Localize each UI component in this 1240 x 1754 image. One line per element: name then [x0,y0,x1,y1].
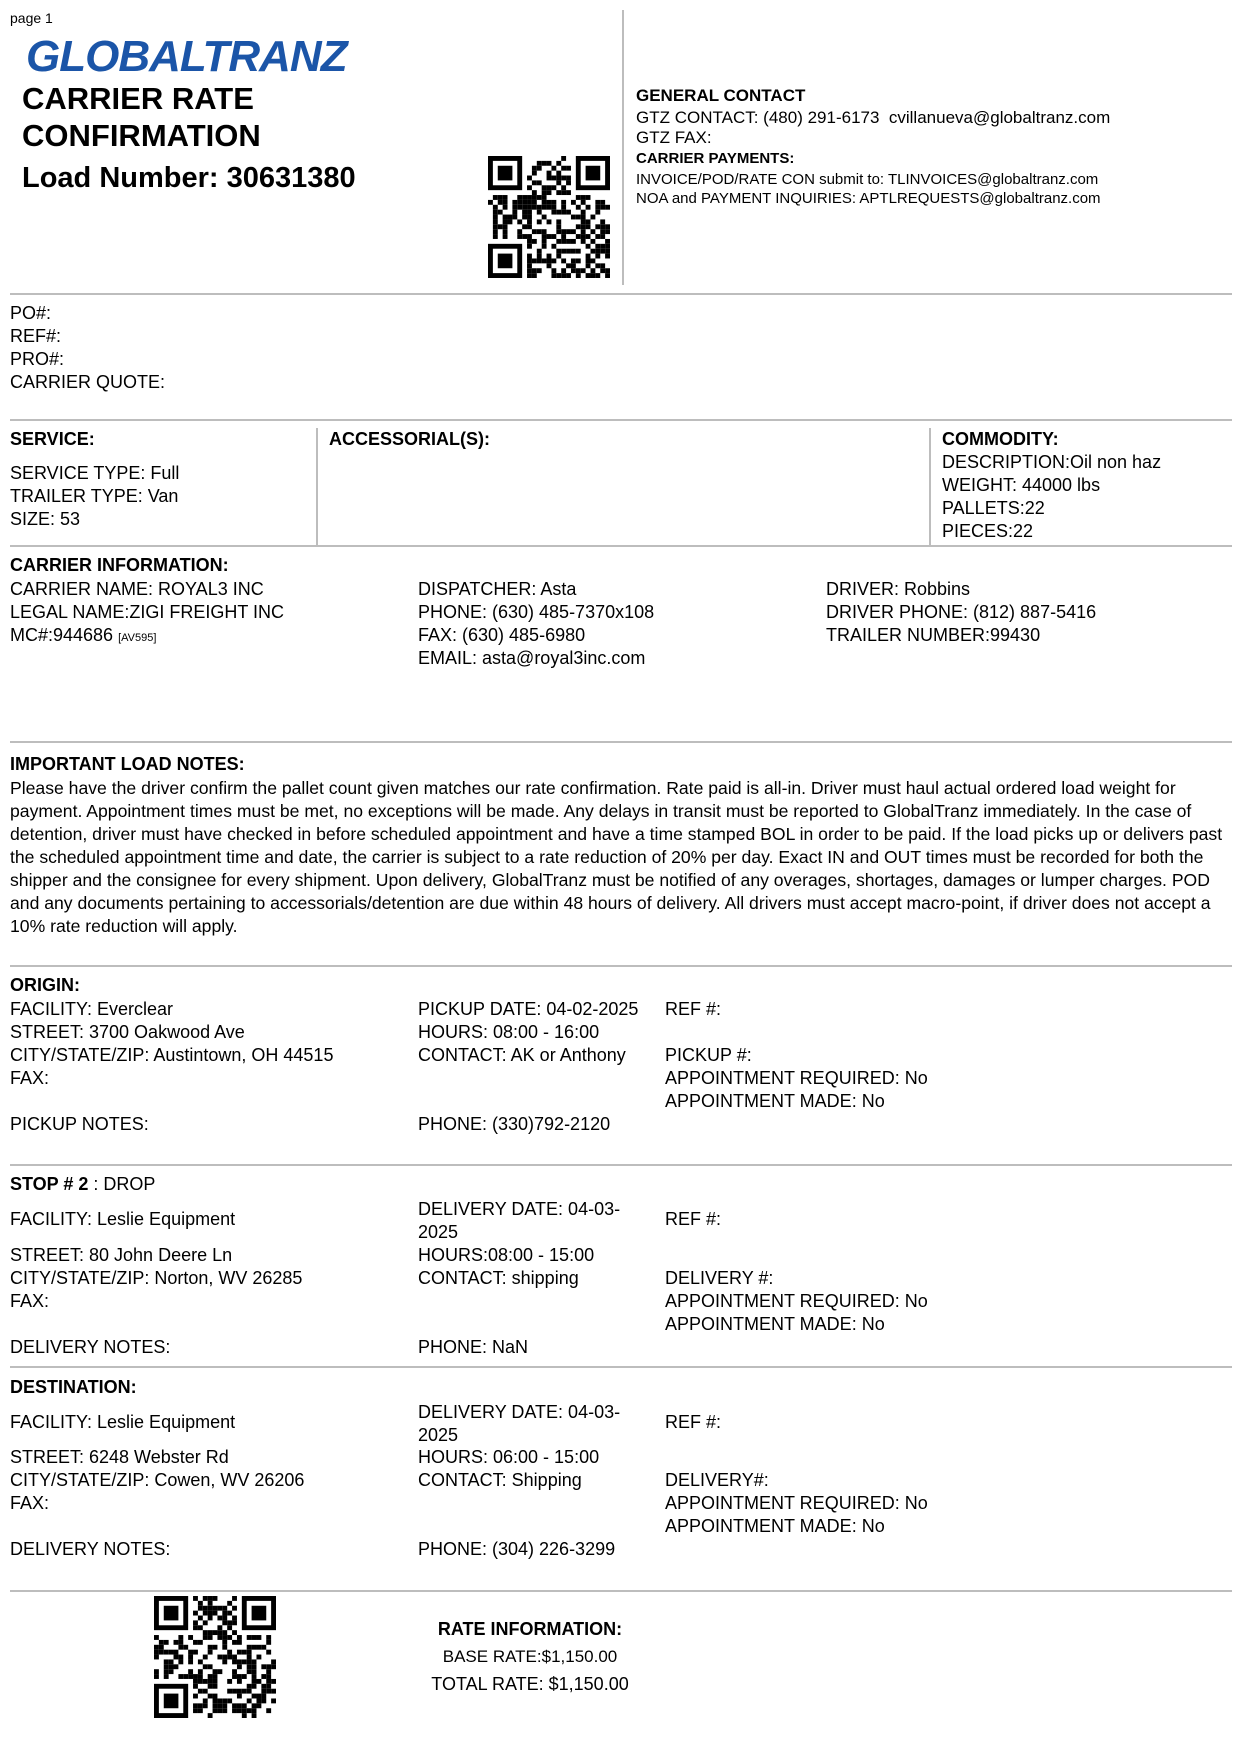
base-rate: BASE RATE:$1,150.00 [442,1647,618,1666]
destination-delivery-notes: DELIVERY NOTES: [10,1539,171,1559]
dispatcher-email: EMAIL: asta@royal3inc.com [418,648,646,668]
stop2-street: STREET: 80 John Deere Ln [10,1245,233,1265]
po-number: PO#: [10,303,52,323]
rate-info-heading: RATE INFORMATION: [437,1619,623,1639]
header-divider [622,10,624,285]
destination-delivery-date-year: 2025 [418,1425,459,1445]
driver-name: DRIVER: Robbins [826,579,971,599]
commodity-description: DESCRIPTION:Oil non haz [942,452,1162,472]
load-notes-heading: IMPORTANT LOAD NOTES: [10,754,245,774]
stop2-hours: HOURS:08:00 - 15:00 [418,1245,595,1265]
destination-delivery-date: DELIVERY DATE: 04-03- [418,1402,621,1422]
origin-street: STREET: 3700 Oakwood Ave [10,1022,245,1042]
origin-ref: REF #: [665,999,722,1019]
stop2-delivery-notes: DELIVERY NOTES: [10,1337,171,1357]
pro-number: PRO#: [10,349,65,369]
destination-facility: FACILITY: Leslie Equipment [10,1412,236,1432]
stop2-fax: FAX: [10,1291,50,1311]
general-contact-heading: GENERAL CONTACT [636,86,806,105]
stop2-appointment-made: APPOINTMENT MADE: No [665,1314,885,1334]
carrier-quote: CARRIER QUOTE: [10,372,166,392]
destination-street: STREET: 6248 Webster Rd [10,1447,229,1467]
origin-fax: FAX: [10,1068,50,1088]
service-heading: SERVICE: [10,429,95,449]
destination-city: CITY/STATE/ZIP: Cowen, WV 26206 [10,1470,305,1490]
destination-fax: FAX: [10,1493,50,1513]
doc-title-line1: CARRIER RATE [22,81,254,116]
stop2-contact: CONTACT: shipping [418,1268,579,1288]
origin-city: CITY/STATE/ZIP: Austintown, OH 44515 [10,1045,334,1065]
stop2-delivery-date: DELIVERY DATE: 04-03- [418,1199,621,1219]
origin-facility: FACILITY: Everclear [10,999,174,1019]
pickup-phone: PHONE: (330)792-2120 [418,1114,611,1134]
gtz-contact: GTZ CONTACT: (480) 291-6173 cvillanueva@globaltranz.com [636,108,1111,127]
divider [10,545,1232,547]
gtz-fax: GTZ FAX: [636,128,712,147]
carrier-name: CARRIER NAME: ROYAL3 INC [10,579,264,599]
driver-phone: DRIVER PHONE: (812) 887-5416 [826,602,1097,622]
pickup-notes: PICKUP NOTES: [10,1114,149,1134]
stop2-phone: PHONE: NaN [418,1337,529,1357]
invoice-submit-line: INVOICE/POD/RATE CON submit to: TLINVOICES@globaltranz.com [636,171,1099,188]
stop2-heading [10,1173,155,1196]
destination-delivery-number: DELIVERY#: [665,1470,769,1490]
stop2-label: STOP # 2 [10,1174,89,1194]
doc-title-line2: CONFIRMATION [22,118,261,153]
qr-code-bottom [154,1596,276,1718]
divider [10,1590,1232,1592]
pickup-number: PICKUP #: [665,1045,752,1065]
commodity-weight: WEIGHT: 44000 lbs [942,475,1101,495]
mc-number [10,624,156,650]
pickup-date: PICKUP DATE: 04-02-2025 [418,999,639,1019]
origin-heading: ORIGIN: [10,975,80,995]
load-notes-body: Please have the driver confirm the pallet count given matches our rate confirmation. Rate paid is all-in. Driver must haul actual ordered load weight for payment. Appointment times must be met, no exceptions will be made. Any delays in transit must be reported to GlobalTranz immediately. In the case of detention, driver must have checked in before scheduled appointment and have a time stamped BOL in order to be paid. If the load picks up or delivers past the scheduled appointment time and date, the carrier is subject to a rate reduction of 20% per day. Exact IN and OUT times must be recorded for both the shipper and the consignee for every shipment. Upon delivery, GlobalTranz must be notified of any overages, shortages, damages or lumper charges. POD and any documents pertaining to accessorials/detention are due within 48 hours of delivery. All drivers must accept macro-point, if driver does not accept a 10% rate reduction will apply. [10,778,1223,936]
stop2-delivery-number: DELIVERY #: [665,1268,774,1288]
globaltranz-logo: GLOBALTRANZ [26,32,347,81]
divider [10,1366,1232,1368]
stop2-ref: REF #: [665,1209,722,1229]
destination-contact: CONTACT: Shipping [418,1470,582,1490]
qr-code-top [488,156,610,278]
destination-appointment-made: APPOINTMENT MADE: No [665,1516,885,1536]
divider [10,1164,1232,1166]
dispatcher: DISPATCHER: Asta [418,579,577,599]
stop2-facility: FACILITY: Leslie Equipment [10,1209,236,1229]
origin-appointment-required: APPOINTMENT REQUIRED: No [665,1068,928,1088]
pickup-contact: CONTACT: AK or Anthony [418,1045,626,1065]
destination-ref: REF #: [665,1412,722,1432]
stop2-appointment-required: APPOINTMENT REQUIRED: No [665,1291,928,1311]
destination-phone: PHONE: (304) 226-3299 [418,1539,616,1559]
noa-inquiries-line: NOA and PAYMENT INQUIRIES: APTLREQUESTS@globaltranz.com [636,190,1101,207]
page-label: page 1 [10,10,53,26]
carrier-payments-heading: CARRIER PAYMENTS: [636,150,795,167]
ref-number: REF#: [10,326,62,346]
trailer-type: TRAILER TYPE: Van [10,486,179,506]
dispatcher-phone: PHONE: (630) 485-7370x108 [418,602,655,622]
section-divider [929,428,931,546]
mc-number-value: MC#:944686 [10,625,114,645]
pickup-hours: HOURS: 08:00 - 16:00 [418,1022,600,1042]
trailer-number: TRAILER NUMBER:99430 [826,625,1041,645]
stop2-city: CITY/STATE/ZIP: Norton, WV 26285 [10,1268,303,1288]
commodity-pallets: PALLETS:22 [942,498,1045,518]
trailer-size: SIZE: 53 [10,509,81,529]
stop2-type: : DROP [88,1174,156,1194]
divider [10,419,1232,421]
destination-heading: DESTINATION: [10,1377,137,1397]
divider [10,965,1232,967]
carrier-info-heading: CARRIER INFORMATION: [10,555,229,575]
commodity-pieces: PIECES:22 [942,521,1034,541]
divider [10,741,1232,743]
section-divider [316,428,318,546]
service-type: SERVICE TYPE: Full [10,463,180,483]
total-rate: TOTAL RATE: $1,150.00 [431,1674,629,1694]
dispatcher-fax: FAX: (630) 485-6980 [418,625,586,645]
mc-code: [AV595] [118,632,157,644]
origin-appointment-made: APPOINTMENT MADE: No [665,1091,885,1111]
accessorials-heading: ACCESSORIAL(S): [329,429,490,449]
commodity-heading: COMMODITY: [942,429,1059,449]
load-number: Load Number: 30631380 [22,162,356,194]
destination-appointment-required: APPOINTMENT REQUIRED: No [665,1493,928,1513]
stop2-delivery-date-year: 2025 [418,1222,459,1242]
legal-name: LEGAL NAME:ZIGI FREIGHT INC [10,602,285,622]
divider [10,293,1232,295]
destination-hours: HOURS: 06:00 - 15:00 [418,1447,600,1467]
